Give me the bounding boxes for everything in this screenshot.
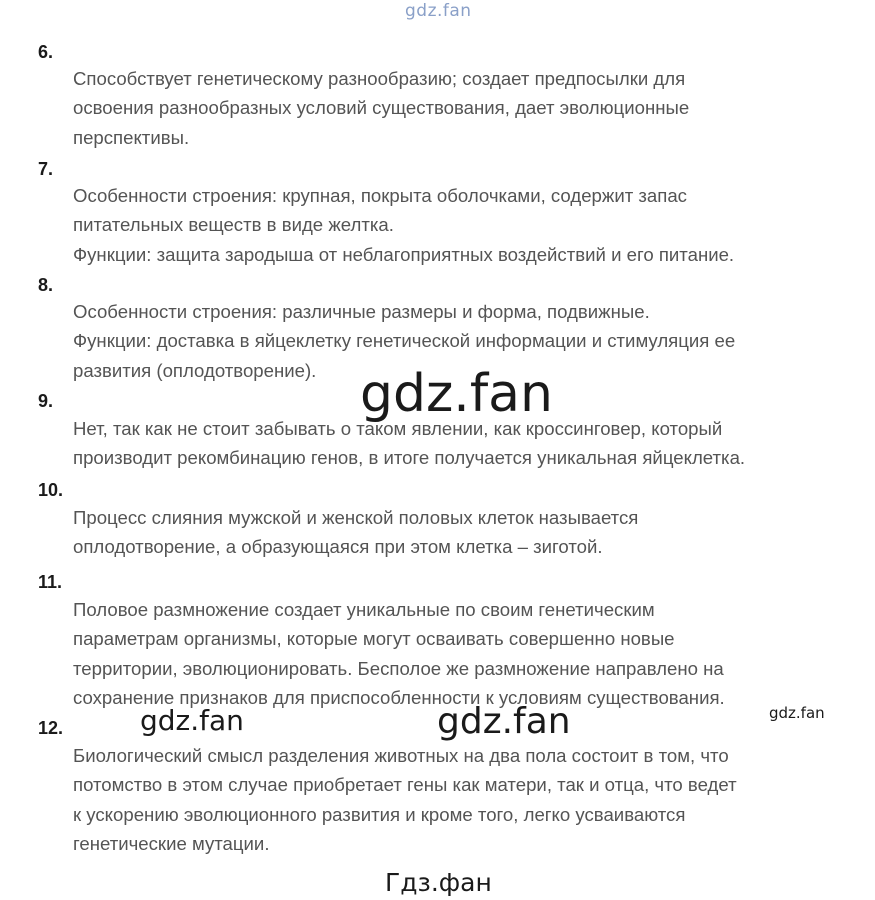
item-number-6: 6. — [38, 42, 54, 62]
watermark-center: gdz.fan — [360, 364, 553, 424]
text-line: Функции: защита зародыша от неблагоприятных воздействий и его питание. — [73, 243, 735, 265]
text-line: Процесс слияния мужской и женской половых клеток называется — [73, 507, 639, 528]
text-line: Биологический смысл разделения животных на два пола состоит в том, что — [73, 745, 729, 766]
text-line: к ускорению эволюционного развития и кроме того, легко усваиваются — [73, 803, 686, 825]
text-line: сохранение признаков для приспособленности к условиям существования. — [73, 686, 725, 708]
text-line: производит рекомбинацию генов, в итоге получается уникальная яйцеклетка. — [73, 447, 746, 469]
item-number-8: 8. — [38, 275, 54, 295]
item-text-12 — [73, 741, 868, 858]
text-line: перспективы. — [73, 126, 190, 148]
text-line: Особенности строения: различные размеры и форма, подвижные. — [73, 301, 650, 322]
text-line: Особенности строения: крупная, покрыта оболочками, содержит запас — [73, 185, 687, 206]
text-line: освоения разнообразных условий существования, дает эволюционные — [73, 97, 690, 119]
text-line: развития (оплодотворение). — [73, 359, 317, 381]
text-line: Функции: доставка в яйцеклетку генетической информации и стимуляция ее — [73, 330, 736, 352]
watermark-left: gdz.fan — [140, 704, 244, 737]
item-number-11: 11. — [38, 572, 63, 592]
watermark-bottom: Гдз.фан — [385, 868, 492, 897]
text-line: оплодотворение, а образующаяся при этом клетка – зиготой. — [73, 536, 603, 558]
watermark-top: gdz.fan — [405, 1, 472, 21]
item-number-7: 7. — [38, 159, 54, 179]
text-line: Способствует генетическому разнообразию; создает предпосылки для — [73, 68, 686, 89]
item-text-10 — [73, 503, 868, 562]
item-number-10: 10. — [38, 480, 64, 500]
watermark-right: gdz.fan — [769, 704, 825, 722]
text-line: питательных веществ в виде желтка. — [73, 214, 394, 236]
text-line: территории, эволюционировать. Бесполое же размножение направлено на — [73, 657, 724, 679]
watermark-middle: gdz.fan — [437, 701, 571, 742]
item-number-12: 12. — [38, 718, 64, 738]
text-line: генетические мутации. — [73, 832, 270, 854]
item-text-11 — [73, 595, 868, 712]
text-line: Половое размножение создает уникальные по своим генетическим — [73, 599, 655, 620]
item-text-7 — [73, 181, 868, 269]
item-text-6 — [73, 64, 868, 152]
text-line: потомство в этом случае приобретает гены как матери, так и отца, что ведет — [73, 774, 737, 796]
text-line: параметрам организмы, которые могут осваивать совершенно новые — [73, 628, 675, 650]
text-line: Нет, так как не стоит забывать о таком явлении, как кроссинговер, который — [73, 418, 723, 439]
item-number-9: 9. — [38, 391, 54, 411]
